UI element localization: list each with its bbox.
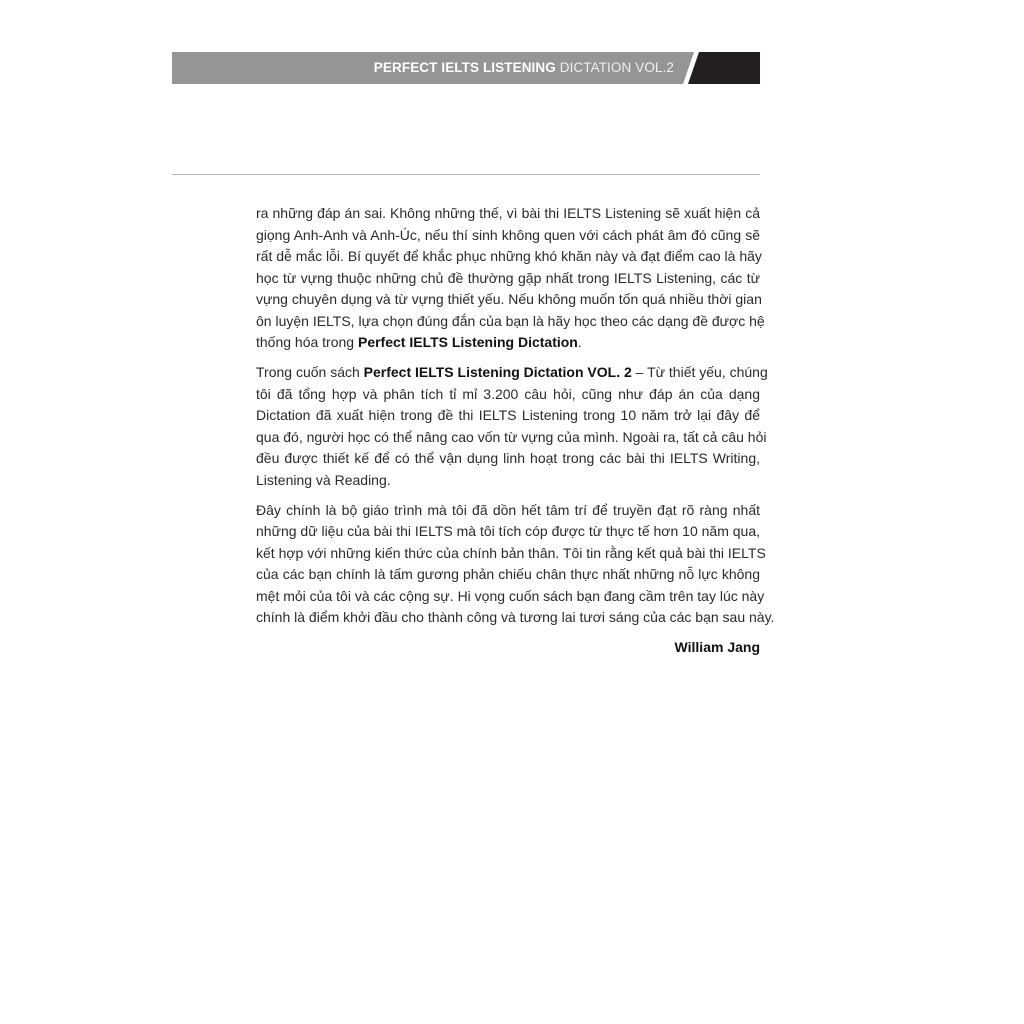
text-segment: – Từ thiết yếu, chúng (631, 364, 768, 380)
text-line (256, 586, 765, 608)
paragraph (256, 362, 768, 491)
text-segment: mệt mỏi của tôi và các cộng sự. Hi vọng cuốn sách bạn đang cầm trên tay lúc này (256, 587, 765, 604)
text-segment: Listening và Reading. (256, 471, 391, 488)
text-line (256, 362, 768, 384)
text-segment: học từ vựng thuộc những chủ đề thường gặp nhất trong IELTS Listening, các từ (256, 269, 760, 286)
running-header-bold: PERFECT IELTS LISTENING (373, 60, 556, 75)
header-accent-block (688, 52, 760, 84)
text-line (256, 384, 760, 406)
text-segment: Dictation đã xuất hiện trong đề thi IELTS Listening trong 10 năm trở lại đây để (256, 407, 760, 423)
text-line (256, 225, 760, 247)
bold-text: Perfect IELTS Listening Dictation (357, 334, 578, 350)
text-line (256, 448, 760, 470)
text-segment: ra những đáp án sai. Không những thế, vì bài thi IELTS Listening sẽ xuất hiện cả (256, 205, 760, 221)
text-segment: qua đó, người học có thể nâng cao vốn từ vựng của mình. Ngoài ra, tất cả câu hỏi (256, 428, 767, 445)
divider-rule (172, 174, 760, 175)
bold-text: Perfect IELTS Listening Dictation VOL. 2 (363, 364, 632, 380)
text-segment: ôn luyện IELTS, lựa chọn đúng đắn của bạn là hãy học theo các dạng đề được hệ (256, 312, 765, 329)
text-segment: Trong cuốn sách (256, 364, 364, 380)
text-line (256, 311, 765, 333)
text-segment: của các bạn chính là tấm gương phản chiếu chân thực nhất những nỗ lực không (256, 566, 760, 582)
paragraph (256, 500, 775, 629)
text-line (256, 268, 760, 290)
text-line (256, 607, 775, 629)
text-segment: thống hóa trong (256, 334, 358, 350)
running-header-light: DICTATION VOL.2 (559, 60, 674, 75)
text-segment: giọng Anh-Anh và Anh-Úc, nếu thí sinh không quen với cách phát âm đó cũng sẽ (256, 226, 760, 243)
text-segment: vựng chuyên dụng và từ vựng thiết yếu. Nếu không muốn tốn quá nhiều thời gian (256, 291, 762, 307)
text-line (256, 470, 760, 492)
paragraph (256, 203, 765, 354)
text-line (256, 203, 760, 225)
text-segment: Đây chính là bộ giáo trình mà tôi đã dồn hết tâm trí để truyền đạt rõ ràng nhất (256, 501, 760, 518)
text-segment: . (577, 334, 582, 350)
text-line (256, 332, 760, 354)
text-line (256, 521, 760, 543)
signature: William Jang (674, 639, 760, 655)
text-line (256, 564, 760, 586)
paragraphs (256, 203, 775, 629)
text-line (256, 289, 760, 311)
text-segment: kết hợp với những kiến thức của chính bản thân. Tôi tin rằng kết quả bài thi IELTS (256, 544, 766, 561)
text-line (256, 543, 766, 565)
text-segment: những dữ liệu của bài thi IELTS mà tôi tích cóp được từ thực tế hơn 10 năm qua, (256, 523, 760, 539)
text-line (256, 500, 760, 522)
text-segment: đều được thiết kế để có thể vận dụng linh hoạt trong các bài thi IELTS Writing, (256, 450, 760, 466)
text-segment: tôi đã tổng hợp và phân tích tỉ mỉ 3.200 câu hỏi, cũng như đáp án của dạng (256, 385, 760, 402)
text-line (256, 427, 767, 449)
text-line (256, 405, 760, 427)
running-header-title (374, 60, 674, 75)
text-segment: rất dễ mắc lỗi. Bí quyết để khắc phục những khó khăn này và đạt điểm cao là hãy (256, 248, 762, 264)
text-line (256, 246, 760, 268)
text-segment: chính là điểm khởi đầu cho thành công và tương lai tươi sáng của các bạn sau này. (256, 609, 775, 625)
body-text (256, 203, 775, 659)
